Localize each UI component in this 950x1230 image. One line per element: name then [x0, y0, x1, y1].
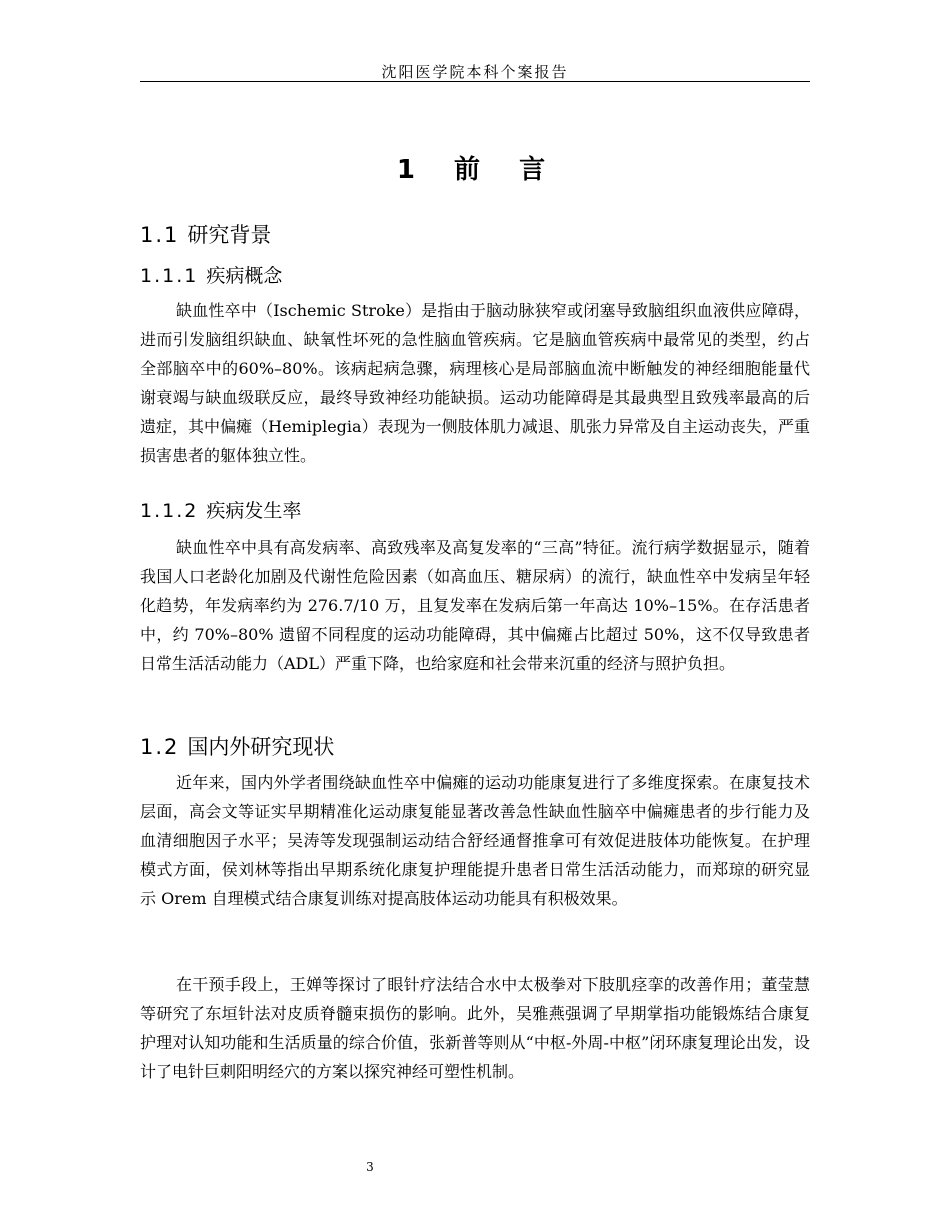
paragraph-research-status-2: 在干预手段上，王婵等探讨了眼针疗法结合水中太极拳对下肢肌痉挛的改善作用；董莹慧等研究了东垣针法对皮质脊髓束损伤的影响。此外，吴雅燕强调了早期掌指功能锻炼结合康复护理对认知功能和生活质量的综合价值，张新普等则从“中枢-外周-中枢”闭环康复理论出发，设计了电针巨刺阳明经穴的方案以探究神经可塑性机制。: [140, 975, 810, 1081]
chapter-number: 1: [396, 155, 423, 185]
subsection-title: 疾病概念: [206, 265, 283, 287]
page-number: 3: [366, 1160, 374, 1174]
paragraph-incidence: 缺血性卒中具有高发病率、高致残率及高复发率的“三高”特征。流行病学数据显示，随着我国人口老龄化加剧及代谢性危险因素（如高血压、糖尿病）的流行，缺血性卒中发病呈年轻化趋势，年发病率约为 276.7/10 万，且复发率在发病后第一年高达 10%–15%。在存活患者中，约 70%–80% 遗留不同程度的运动功能障碍，其中偏瘫占比超过 50%，这不仅导致患者日常生活活动能力（ADL）严重下降，也给家庭和社会带来沉重的经济与照护负担。: [140, 538, 810, 673]
header-divider: [140, 81, 810, 82]
running-header: 沈阳医学院本科个案报告: [381, 63, 569, 81]
subsection-number: 1.1.2: [140, 500, 199, 522]
subsection-title: 疾病发生率: [206, 500, 302, 522]
paragraph-research-status-1: 近年来，国内外学者围绕缺血性卒中偏瘫的运动功能康复进行了多维度探索。在康复技术层面，高会文等证实早期精准化运动康复能显著改善急性缺血性脑卒中偏瘫患者的步行能力及血清细胞因子水平；吴涛等发现强制运动结合舒经通督推拿可有效促进肢体功能恢复。在护理模式方面，侯刘林等指出早期系统化康复护理能提升患者日常生活活动能力，而郑琼的研究显示 Orem 自理模式结合康复训练对提高肢体运动功能具有积极效果。: [140, 773, 810, 908]
section-number: 1.1: [140, 223, 180, 247]
chapter-title: [140, 152, 810, 188]
paragraph-disease-concept: 缺血性卒中（Ischemic Stroke）是指由于脑动脉狭窄或闭塞导致脑组织血液供应障碍，进而引发脑组织缺血、缺氧性坏死的急性脑血管疾病。它是脑血管疾病中最常见的类型，约占全部脑卒中的60%–80%。该病起病急骤，病理核心是局部脑血流中断触发的神经细胞能量代谢衰竭与缺血级联反应，最终导致神经功能缺损。运动功能障碍是其最典型且致残率最高的后遗症，其中偏瘫（Hemiplegia）表现为一侧肢体肌力减退、肌张力异常及自主运动丧失，严重损害患者的躯体独立性。: [140, 301, 810, 465]
section-heading-1-2: [140, 733, 334, 761]
chapter-name: 前 言: [454, 155, 554, 185]
subsection-heading-1-1-1: [140, 263, 282, 289]
subsection-heading-1-1-2: [140, 498, 301, 524]
section-title: 国内外研究现状: [187, 735, 335, 759]
subsection-number: 1.1.1: [140, 265, 199, 287]
section-heading-1-1: [140, 221, 271, 249]
section-number: 1.2: [140, 735, 180, 759]
section-title: 研究背景: [187, 223, 272, 247]
